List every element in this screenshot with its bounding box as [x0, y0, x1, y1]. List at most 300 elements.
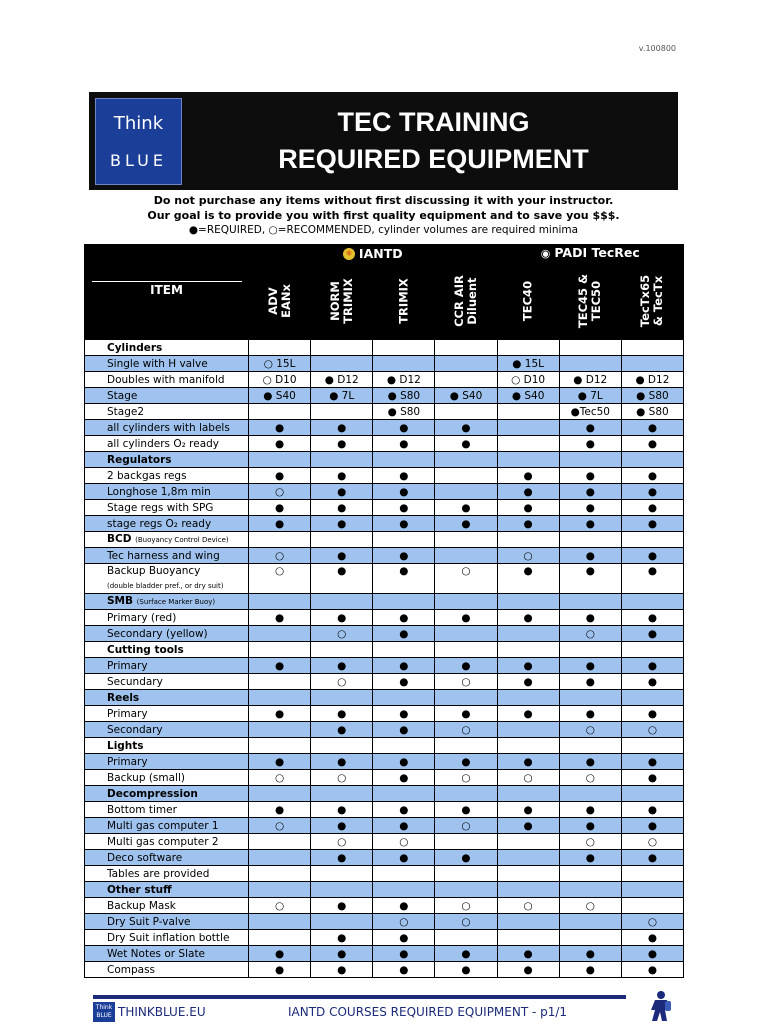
requirement-cell — [249, 834, 311, 850]
requirement-cell: ● — [249, 962, 311, 978]
label-text: Stage — [107, 389, 138, 402]
requirement-cell: ● — [435, 500, 497, 516]
requirement-cell — [435, 452, 497, 468]
requirement-cell: ● — [497, 516, 559, 532]
requirement-cell: ● — [373, 802, 435, 818]
requirement-cell — [435, 404, 497, 420]
requirement-cell — [311, 866, 373, 882]
requirement-cell: ● — [621, 962, 683, 978]
requirement-cell: ○ — [559, 898, 621, 914]
requirement-cell: ● — [373, 754, 435, 770]
section-row — [85, 452, 684, 468]
title-line1: TEC TRAINING — [337, 107, 530, 137]
table-row — [85, 516, 684, 532]
requirement-cell: ○ — [249, 548, 311, 564]
label-text: Backup Mask — [107, 899, 176, 912]
item-label — [85, 802, 249, 818]
table-row — [85, 500, 684, 516]
footer-site-link[interactable]: THINKBLUE.EU — [118, 1005, 206, 1019]
requirement-cell — [621, 786, 683, 802]
requirement-cell — [249, 930, 311, 946]
table-row — [85, 356, 684, 372]
requirement-cell — [249, 786, 311, 802]
table-row — [85, 706, 684, 722]
requirement-cell — [497, 914, 559, 930]
requirement-cell: ● — [497, 962, 559, 978]
item-label — [85, 372, 249, 388]
footer-logo-line2: BLUE — [96, 1012, 112, 1019]
requirement-cell: ● — [311, 516, 373, 532]
requirement-cell — [559, 356, 621, 372]
label-text: Other stuff — [107, 883, 172, 896]
requirement-cell: ○ — [435, 674, 497, 690]
item-label — [85, 356, 249, 372]
requirement-cell: ● D12 — [311, 372, 373, 388]
requirement-cell: ● — [373, 564, 435, 594]
requirement-cell: ● — [373, 516, 435, 532]
requirement-cell — [559, 786, 621, 802]
equipment-table — [84, 244, 684, 978]
course-column-label: NORM TRIMIX — [327, 278, 355, 324]
requirement-cell: ● — [435, 946, 497, 962]
requirement-cell — [497, 850, 559, 866]
section-label — [85, 452, 249, 468]
requirement-cell: ● — [497, 484, 559, 500]
requirement-cell: ● — [435, 802, 497, 818]
footer-divider — [93, 995, 626, 999]
requirement-cell — [621, 866, 683, 882]
label-text: Dry Suit inflation bottle — [107, 931, 230, 944]
label-text: Primary — [107, 707, 148, 720]
requirement-cell — [373, 866, 435, 882]
requirement-cell — [497, 626, 559, 642]
item-label — [85, 834, 249, 850]
requirement-cell — [435, 372, 497, 388]
requirement-cell: ● — [249, 706, 311, 722]
requirement-cell: ● — [621, 674, 683, 690]
requirement-cell: ● — [559, 610, 621, 626]
logo-line2: BLUE — [110, 151, 167, 170]
requirement-cell — [435, 340, 497, 356]
requirement-cell: ● — [373, 898, 435, 914]
requirement-cell — [497, 340, 559, 356]
requirement-cell: ● S80 — [373, 404, 435, 420]
requirement-cell — [559, 532, 621, 548]
requirement-cell — [497, 594, 559, 610]
label-text: Secondary (yellow) — [107, 627, 208, 640]
requirement-cell: ● — [559, 564, 621, 594]
requirement-cell: ○ — [435, 564, 497, 594]
requirement-cell: ● — [497, 754, 559, 770]
requirement-cell — [497, 452, 559, 468]
requirement-cell: ● — [497, 946, 559, 962]
requirement-cell: ● — [373, 674, 435, 690]
requirement-cell — [373, 452, 435, 468]
label-text: Bottom timer — [107, 803, 177, 816]
footer-logo-line1: Think — [95, 1004, 113, 1011]
requirement-cell: ○ — [435, 722, 497, 738]
label-text: Decompression — [107, 787, 198, 800]
label-text: Wet Notes or Slate — [107, 947, 206, 960]
requirement-cell: ○ — [559, 722, 621, 738]
requirement-cell — [497, 786, 559, 802]
requirement-cell: ● — [497, 706, 559, 722]
requirement-cell — [249, 722, 311, 738]
requirement-cell: ● — [621, 850, 683, 866]
think-blue-logo — [95, 98, 182, 185]
table-row — [85, 754, 684, 770]
requirement-cell: ○ — [435, 898, 497, 914]
requirement-cell — [435, 930, 497, 946]
requirement-cell: ● — [621, 564, 683, 594]
requirement-cell — [311, 340, 373, 356]
item-label — [85, 770, 249, 786]
table-row — [85, 404, 684, 420]
item-label — [85, 674, 249, 690]
item-label — [85, 754, 249, 770]
requirement-cell: ● — [435, 658, 497, 674]
label-text: Reels — [107, 691, 140, 704]
requirement-cell: ○ 15L — [249, 356, 311, 372]
requirement-cell — [559, 594, 621, 610]
requirement-cell: ○ — [497, 548, 559, 564]
course-column-label: ADV EANx — [265, 284, 293, 318]
item-label — [85, 850, 249, 866]
requirement-cell — [621, 340, 683, 356]
requirement-cell: ● — [435, 420, 497, 436]
requirement-cell: ● — [373, 930, 435, 946]
requirement-cell: ● — [311, 610, 373, 626]
label-text: BCD — [107, 533, 132, 545]
course-column-header — [249, 263, 311, 340]
requirement-cell — [435, 866, 497, 882]
requirement-cell — [559, 690, 621, 706]
section-label — [85, 642, 249, 658]
table-row — [85, 468, 684, 484]
course-column-header — [311, 263, 373, 340]
requirement-cell: ○ — [249, 898, 311, 914]
requirement-cell: ● — [311, 706, 373, 722]
requirement-cell: ● — [559, 516, 621, 532]
requirement-cell: ● — [559, 850, 621, 866]
diver-figure-icon — [645, 990, 675, 1022]
label-text: Lights — [107, 739, 144, 752]
requirement-cell — [497, 722, 559, 738]
requirement-cell: ● — [621, 754, 683, 770]
requirement-cell: ○ — [435, 770, 497, 786]
requirement-cell: ● — [621, 468, 683, 484]
requirement-cell: ● — [311, 420, 373, 436]
requirement-cell: ● — [311, 802, 373, 818]
item-label — [85, 420, 249, 436]
requirement-cell: ● — [311, 930, 373, 946]
requirement-cell: ● — [249, 610, 311, 626]
requirement-cell: ● — [559, 818, 621, 834]
requirement-cell: ● — [559, 548, 621, 564]
label-text: SMB — [107, 595, 134, 607]
item-label — [85, 946, 249, 962]
requirement-cell: ● — [311, 962, 373, 978]
requirement-cell: ● — [621, 930, 683, 946]
requirement-cell — [435, 356, 497, 372]
label-text: Dry Suit P-valve — [107, 915, 191, 928]
table-row — [85, 914, 684, 930]
requirement-cell — [435, 690, 497, 706]
requirement-cell — [249, 404, 311, 420]
requirement-cell — [311, 356, 373, 372]
requirement-cell: ● — [621, 610, 683, 626]
requirement-cell: ● — [621, 548, 683, 564]
course-column-header — [621, 263, 683, 340]
requirement-cell: ● — [621, 500, 683, 516]
course-column-header — [373, 263, 435, 340]
intro-line1: Do not purchase any items without first discussing it with your instructor. — [153, 194, 614, 207]
course-column-header — [497, 263, 559, 340]
iantd-emblem-icon: ⚛ — [343, 248, 355, 260]
requirement-cell — [435, 594, 497, 610]
requirement-cell: ● — [373, 818, 435, 834]
course-column-header — [435, 263, 497, 340]
requirement-cell: ● — [311, 548, 373, 564]
requirement-cell: ○ — [249, 818, 311, 834]
requirement-cell — [249, 452, 311, 468]
section-label — [85, 532, 249, 548]
requirement-cell: ● — [249, 420, 311, 436]
requirement-cell — [311, 532, 373, 548]
table-row — [85, 658, 684, 674]
requirement-cell: ● — [311, 850, 373, 866]
requirement-cell: ○ — [373, 914, 435, 930]
requirement-cell: ● — [559, 468, 621, 484]
requirement-cell: ● — [621, 658, 683, 674]
requirement-cell — [621, 738, 683, 754]
requirement-cell: ○ — [497, 770, 559, 786]
requirement-cell — [435, 738, 497, 754]
requirement-cell: ● — [373, 706, 435, 722]
requirement-cell — [621, 532, 683, 548]
requirement-cell: ○ — [435, 818, 497, 834]
requirement-cell: ● — [249, 436, 311, 452]
label-text: Secondary — [107, 723, 163, 736]
requirement-cell: ● — [311, 468, 373, 484]
org-header-padi: ◉ PADI TecRec — [497, 245, 683, 263]
label-text: stage regs O₂ ready — [107, 517, 212, 530]
requirement-cell — [311, 404, 373, 420]
requirement-cell: ● — [621, 802, 683, 818]
table-row — [85, 626, 684, 642]
requirement-cell — [249, 674, 311, 690]
item-column-header: ITEM — [85, 245, 249, 340]
requirement-cell: ● — [373, 420, 435, 436]
requirement-cell: ○ D10 — [497, 372, 559, 388]
requirement-cell — [497, 404, 559, 420]
item-label — [85, 500, 249, 516]
requirement-cell: ● S40 — [497, 388, 559, 404]
label-text: Deco software — [107, 851, 183, 864]
requirement-cell: ○ — [559, 626, 621, 642]
requirement-cell — [497, 436, 559, 452]
table-row — [85, 818, 684, 834]
requirement-cell: ● — [621, 436, 683, 452]
title-line2: REQUIRED EQUIPMENT — [278, 144, 589, 174]
requirement-cell: ● — [559, 802, 621, 818]
requirement-cell: ● — [311, 898, 373, 914]
section-row — [85, 594, 684, 610]
requirement-cell: ● — [373, 850, 435, 866]
table-row — [85, 802, 684, 818]
requirement-cell: ● — [559, 706, 621, 722]
requirement-cell — [373, 690, 435, 706]
requirement-cell — [621, 898, 683, 914]
requirement-cell — [435, 642, 497, 658]
table-row — [85, 564, 684, 594]
intro-line2: Our goal is to provide you with first quality equipment and to save you $$$. — [147, 209, 620, 222]
requirement-cell — [497, 420, 559, 436]
requirement-cell: ● S80 — [373, 388, 435, 404]
table-row — [85, 722, 684, 738]
requirement-cell — [497, 930, 559, 946]
requirement-cell: ● — [311, 818, 373, 834]
requirement-cell: ○ D10 — [249, 372, 311, 388]
footer-logo — [93, 1002, 115, 1022]
requirement-cell — [559, 882, 621, 898]
requirement-cell — [249, 594, 311, 610]
requirement-cell: ○ — [249, 770, 311, 786]
requirement-cell: ● S40 — [249, 388, 311, 404]
requirement-cell — [373, 786, 435, 802]
requirement-cell — [435, 626, 497, 642]
label-text: Primary — [107, 755, 148, 768]
requirement-cell: ● — [249, 754, 311, 770]
requirement-cell: ● — [311, 500, 373, 516]
label-text: Backup Buoyancy — [107, 565, 201, 577]
footer-course-title: IANTD COURSES REQUIRED EQUIPMENT - p1/1 — [288, 1005, 568, 1019]
requirement-cell: ● — [249, 500, 311, 516]
intro-text — [89, 193, 678, 238]
label-text: Longhose 1,8m min — [107, 485, 211, 498]
requirement-cell — [497, 690, 559, 706]
section-row — [85, 532, 684, 548]
requirement-cell: ● — [435, 610, 497, 626]
requirement-cell: ○ — [559, 770, 621, 786]
requirement-cell: ● — [373, 658, 435, 674]
requirement-cell: ● 7L — [311, 388, 373, 404]
requirement-cell: ● — [621, 516, 683, 532]
requirement-cell — [249, 850, 311, 866]
item-label — [85, 818, 249, 834]
requirement-cell: ● D12 — [559, 372, 621, 388]
requirement-cell: ● — [373, 962, 435, 978]
section-label — [85, 738, 249, 754]
label-text: Primary — [107, 659, 148, 672]
requirement-cell — [621, 356, 683, 372]
section-row — [85, 738, 684, 754]
requirement-cell: ● S80 — [621, 404, 683, 420]
section-row — [85, 690, 684, 706]
course-column-label: TecTx65 & TecTx — [638, 274, 666, 328]
requirement-cell — [621, 642, 683, 658]
requirement-cell: ● — [621, 420, 683, 436]
item-label — [85, 898, 249, 914]
requirement-cell — [559, 738, 621, 754]
label-text: Backup (small) — [107, 771, 185, 784]
table-row — [85, 898, 684, 914]
requirement-cell — [497, 532, 559, 548]
requirement-cell: ● — [621, 626, 683, 642]
table-row — [85, 866, 684, 882]
label-text: Regulators — [107, 453, 172, 466]
requirement-cell: ○ — [621, 834, 683, 850]
requirement-cell: ○ — [373, 834, 435, 850]
label-text: Multi gas computer 2 — [107, 835, 219, 848]
requirement-cell: ● — [373, 610, 435, 626]
label-text: Cylinders — [107, 341, 163, 354]
item-label — [85, 930, 249, 946]
requirement-cell: ○ — [311, 626, 373, 642]
requirement-cell: ● — [373, 484, 435, 500]
requirement-cell: ● — [249, 946, 311, 962]
item-label — [85, 484, 249, 500]
requirement-cell: ● — [621, 818, 683, 834]
requirement-cell: ● — [621, 706, 683, 722]
requirement-cell: ● — [311, 946, 373, 962]
requirement-cell — [311, 882, 373, 898]
requirement-cell: ○ — [311, 834, 373, 850]
requirement-cell: ● — [435, 436, 497, 452]
requirement-cell: ● — [559, 946, 621, 962]
label-note: (Buoyancy Control Device) — [135, 536, 229, 544]
requirement-cell: ● — [559, 420, 621, 436]
requirement-cell: ○ — [311, 674, 373, 690]
course-column-label: CCR AIR Diluent — [451, 275, 479, 327]
logo-line1: Think — [113, 113, 164, 134]
requirement-cell — [311, 452, 373, 468]
requirement-cell: ● — [497, 818, 559, 834]
requirement-cell — [249, 914, 311, 930]
table-row — [85, 674, 684, 690]
requirement-cell — [559, 866, 621, 882]
requirement-cell — [621, 452, 683, 468]
requirement-cell — [497, 642, 559, 658]
requirement-cell — [559, 914, 621, 930]
label-text: all cylinders O₂ ready — [107, 437, 220, 450]
item-label — [85, 866, 249, 882]
item-label — [85, 706, 249, 722]
label-text: Multi gas computer 1 — [107, 819, 219, 832]
table-row — [85, 962, 684, 978]
requirement-cell — [249, 882, 311, 898]
requirement-cell: ○ — [621, 722, 683, 738]
section-label — [85, 594, 249, 610]
requirement-cell: ● — [559, 962, 621, 978]
table-row — [85, 388, 684, 404]
requirement-cell: ● — [559, 500, 621, 516]
requirement-cell — [621, 690, 683, 706]
requirement-cell — [435, 834, 497, 850]
requirement-cell: ● — [497, 658, 559, 674]
requirement-cell: ● — [311, 658, 373, 674]
requirement-cell — [249, 340, 311, 356]
requirement-cell: ● — [373, 436, 435, 452]
label-text: Primary (red) — [107, 611, 177, 624]
label-text: Single with H valve — [107, 357, 208, 370]
requirement-cell — [621, 882, 683, 898]
requirement-cell — [373, 882, 435, 898]
table-row — [85, 770, 684, 786]
label-text: Stage regs with SPG — [107, 501, 214, 514]
section-row — [85, 882, 684, 898]
item-label — [85, 516, 249, 532]
